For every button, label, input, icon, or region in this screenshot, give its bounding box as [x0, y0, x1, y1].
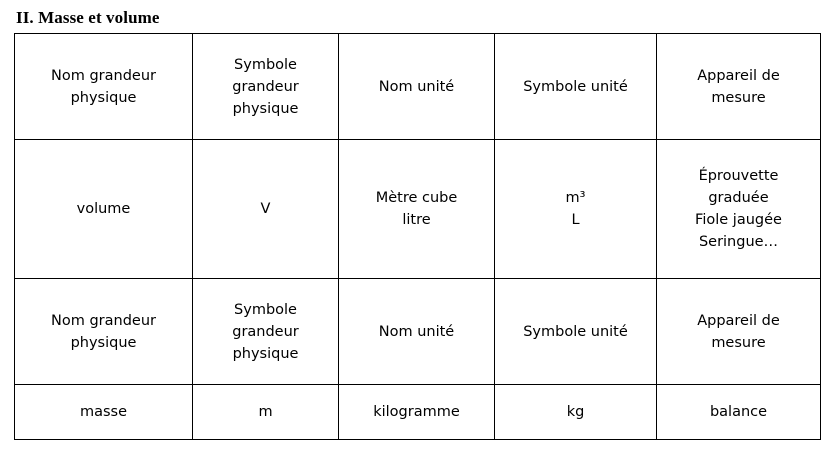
header-cell-name-quantity: Nom grandeur physique: [15, 34, 193, 140]
cell-volume-symbol: V: [193, 140, 339, 279]
header-cell-unit-symbol: Symbole unité: [495, 34, 657, 140]
table-header-row-1: [15, 34, 821, 140]
cell-mass-name: masse: [15, 385, 193, 440]
header-cell-unit-name: Nom unité: [339, 34, 495, 140]
header-cell-symbol-quantity: Symbole grandeur physique: [193, 34, 339, 140]
cell-mass-unit-symbol: kg: [495, 385, 657, 440]
header-cell-measuring-device: Appareil de mesure: [657, 34, 821, 140]
page-title: II. Masse et volume: [16, 8, 160, 27]
header2-cell-name-quantity: Nom grandeur physique: [15, 279, 193, 385]
header2-cell-unit-symbol: Symbole unité: [495, 279, 657, 385]
header2-cell-symbol-quantity: Symbole grandeur physique: [193, 279, 339, 385]
header2-cell-measuring-device: Appareil de mesure: [657, 279, 821, 385]
physical-quantities-table: [14, 33, 821, 440]
table-row: [15, 140, 821, 279]
cell-mass-device: balance: [657, 385, 821, 440]
cell-volume-unit-symbol: m³ L: [495, 140, 657, 279]
cell-mass-symbol: m: [193, 385, 339, 440]
cell-volume-devices: Éprouvette graduée Fiole jaugée Seringue…: [657, 140, 821, 279]
table-header-row-2: [15, 279, 821, 385]
cell-volume-name: volume: [15, 140, 193, 279]
table-row: [15, 385, 821, 440]
cell-volume-unit-name: Mètre cube litre: [339, 140, 495, 279]
header2-cell-unit-name: Nom unité: [339, 279, 495, 385]
cell-mass-unit-name: kilogramme: [339, 385, 495, 440]
